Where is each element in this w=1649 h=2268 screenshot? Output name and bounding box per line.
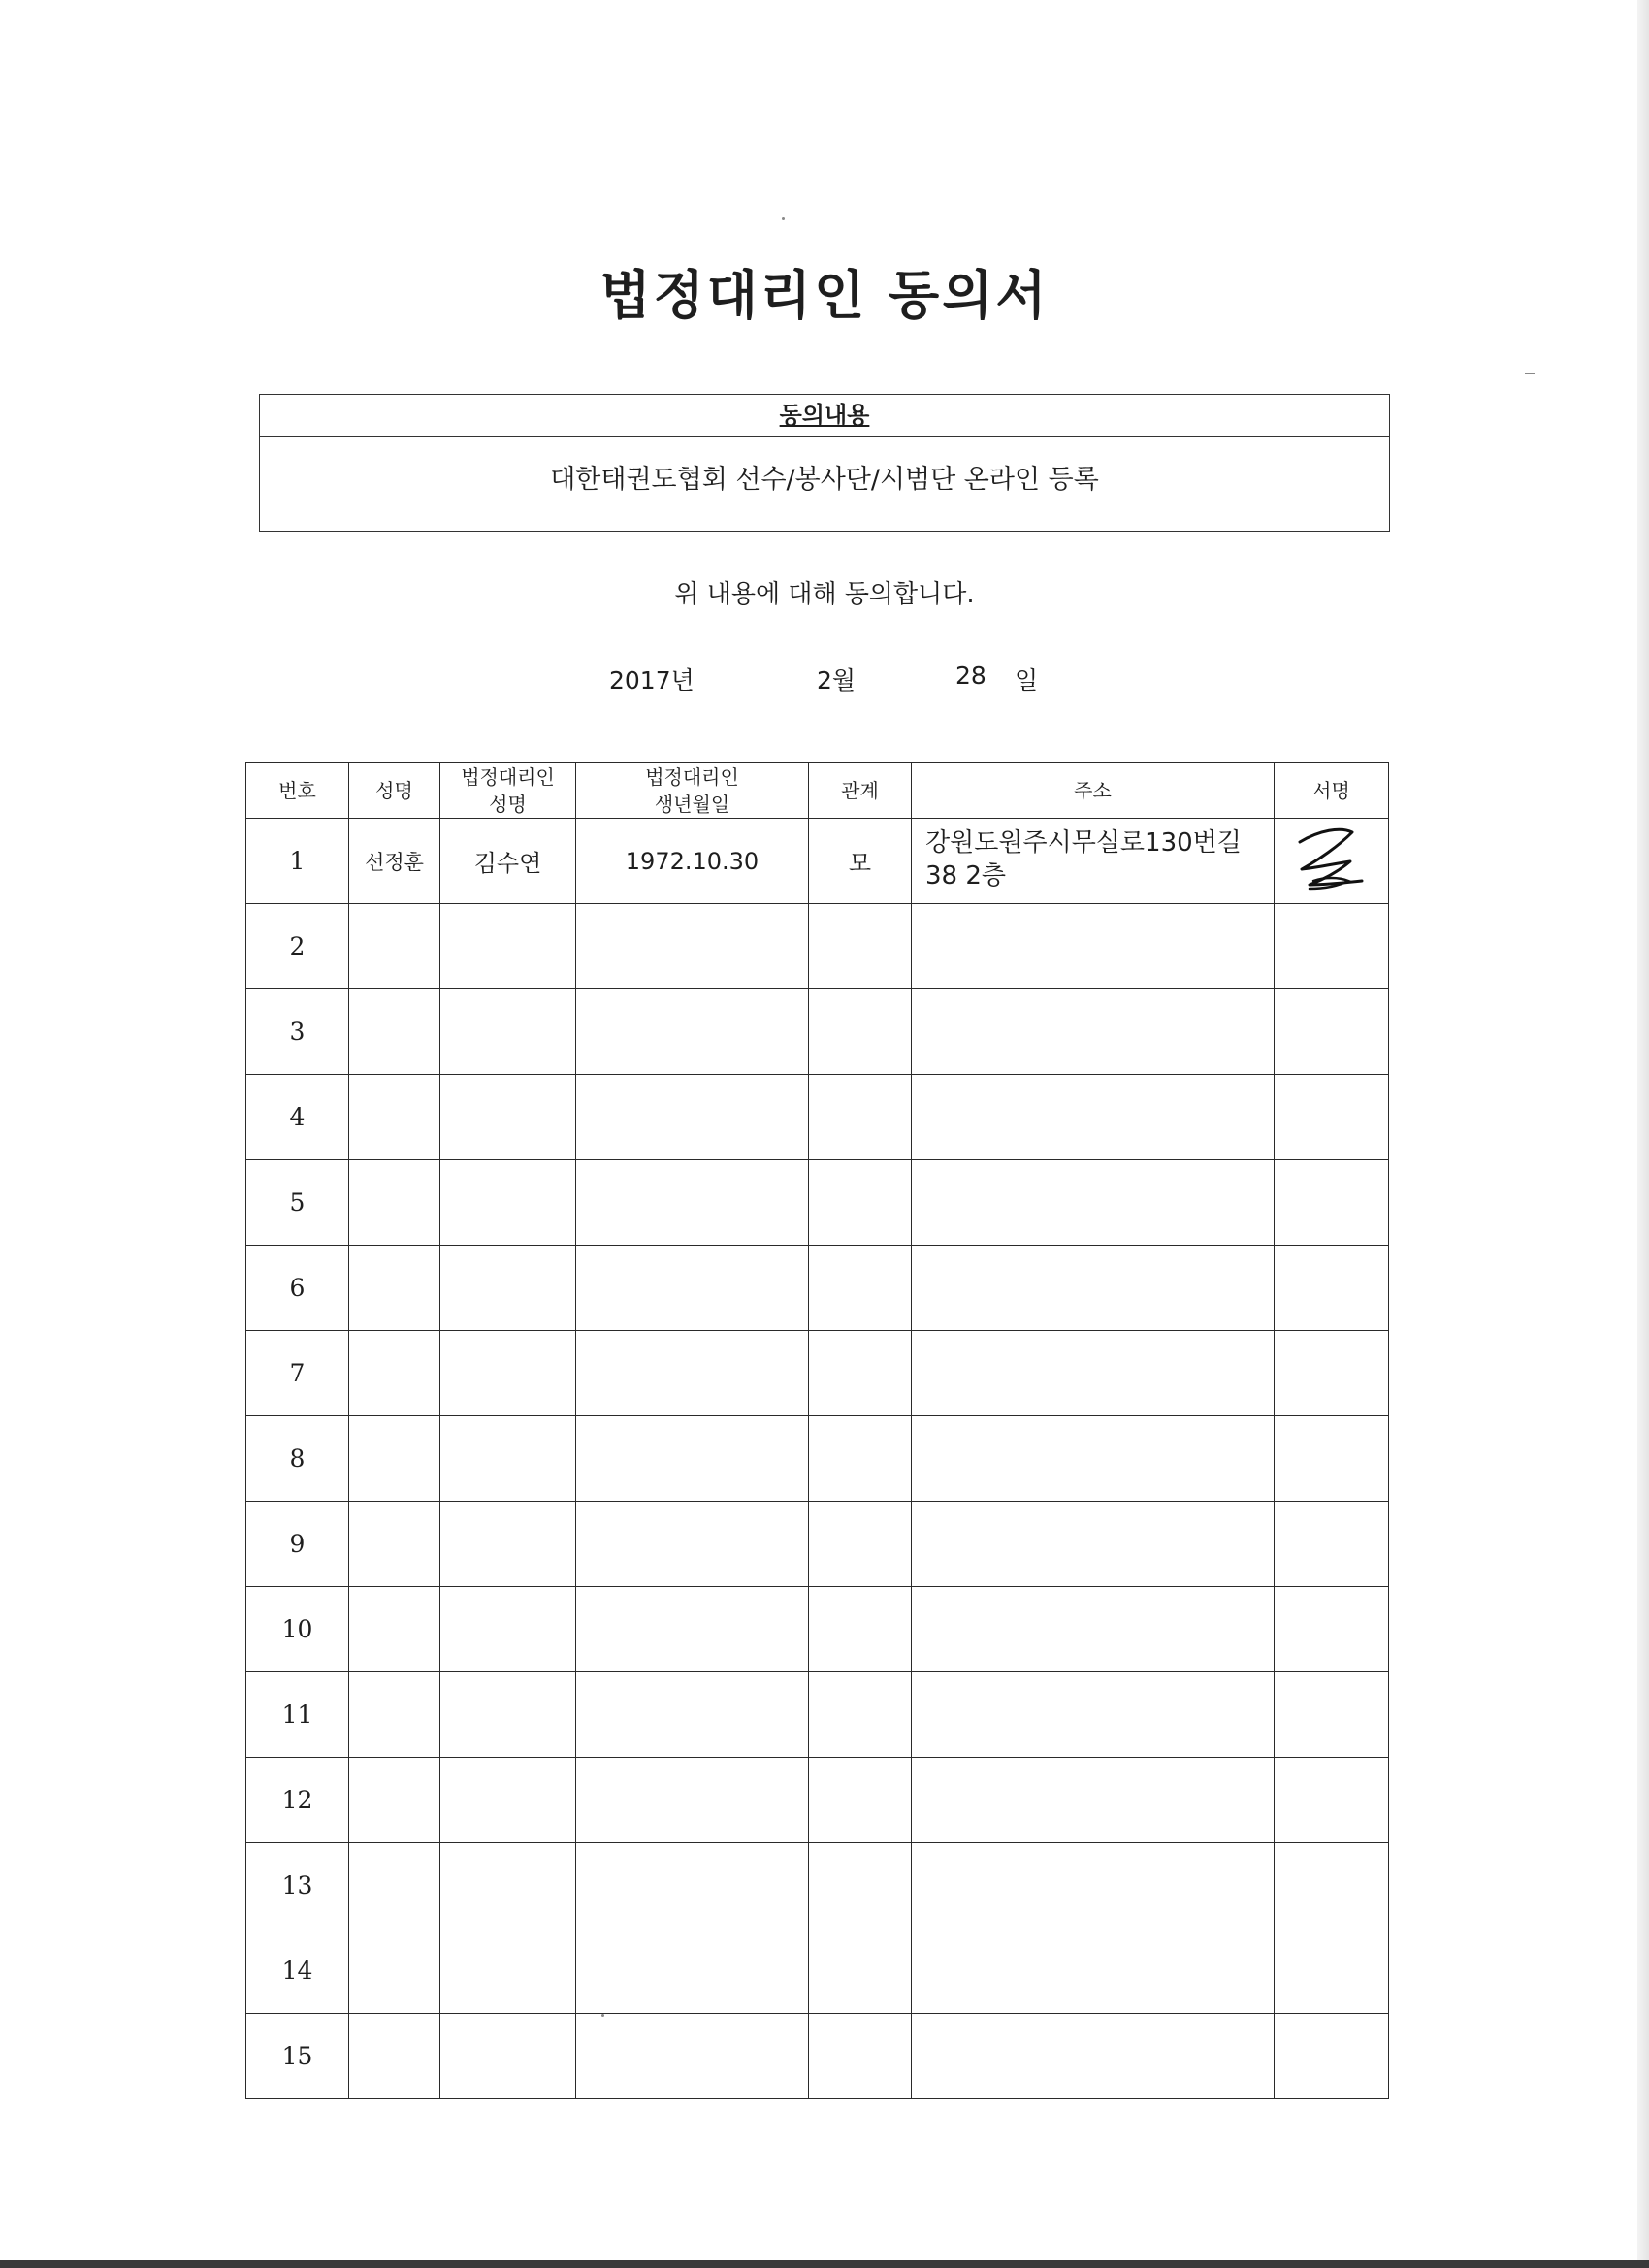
cell-address: [912, 1672, 1275, 1758]
cell-guardian-birth: [576, 1843, 809, 1928]
cell-address: [912, 1758, 1275, 1843]
agreement-text: 위 내용에 대해 동의합니다.: [674, 580, 975, 609]
cell-address: [912, 1502, 1275, 1587]
cell-address: [912, 1587, 1275, 1672]
cell-relation: [809, 1075, 912, 1160]
header-guardian-name: 법정대리인 성명: [440, 763, 576, 819]
cell-guardian-birth: [576, 989, 809, 1075]
cell-guardian-birth: [576, 1160, 809, 1246]
cell-guardian-name: [440, 1246, 576, 1331]
cell-guardian-birth: [576, 1502, 809, 1587]
cell-guardian-name: [440, 904, 576, 989]
cell-relation: [809, 1416, 912, 1502]
scan-edge-right: [1637, 0, 1649, 2268]
table-row: [246, 1758, 1389, 1843]
cell-relation: [809, 904, 912, 989]
cell-name: [349, 1502, 440, 1587]
cell-signature: [1275, 1758, 1389, 1843]
cell-name: [349, 989, 440, 1075]
cell-relation: 모: [809, 819, 912, 904]
table-row: [246, 1331, 1389, 1416]
table-row: [246, 819, 1389, 904]
cell-address: [912, 1246, 1275, 1331]
cell-number: 10: [246, 1587, 349, 1672]
cell-guardian-name: [440, 1843, 576, 1928]
cell-number: 9: [246, 1502, 349, 1587]
cell-relation: [809, 1502, 912, 1587]
cell-relation: [809, 1331, 912, 1416]
cell-number: 2: [246, 904, 349, 989]
cell-signature: [1275, 1502, 1389, 1587]
cell-guardian-name: [440, 1075, 576, 1160]
cell-number: 3: [246, 989, 349, 1075]
cell-number: 14: [246, 1928, 349, 2014]
cell-guardian-name: [440, 1416, 576, 1502]
cell-guardian-birth: [576, 1331, 809, 1416]
cell-number: 6: [246, 1246, 349, 1331]
date-day: 28: [955, 662, 986, 690]
cell-signature: [1275, 1843, 1389, 1928]
cell-guardian-name: [440, 1502, 576, 1587]
table-row: [246, 904, 1389, 989]
cell-address: [912, 1843, 1275, 1928]
scan-speck: [1525, 373, 1535, 374]
cell-signature: [1275, 819, 1389, 904]
cell-signature: [1275, 1672, 1389, 1758]
table-row: [246, 1672, 1389, 1758]
cell-number: 12: [246, 1758, 349, 1843]
cell-name: [349, 1246, 440, 1331]
header-signature: 서명: [1275, 763, 1389, 819]
cell-guardian-name: [440, 1331, 576, 1416]
cell-number: 7: [246, 1331, 349, 1416]
cell-guardian-birth: [576, 1928, 809, 2014]
table-row: [246, 1502, 1389, 1587]
cell-relation: [809, 1843, 912, 1928]
cell-name: [349, 1416, 440, 1502]
header-name: 성명: [349, 763, 440, 819]
cell-number: 13: [246, 1843, 349, 1928]
scan-speck: [782, 217, 785, 220]
cell-guardian-name: [440, 2014, 576, 2099]
header-guardian-birth: 법정대리인 생년월일: [576, 763, 809, 819]
cell-guardian-birth: [576, 1246, 809, 1331]
consent-content: 대한태권도협회 선수/봉사단/시범단 온라인 등록: [550, 465, 1099, 495]
handwritten-signature: [1280, 813, 1377, 900]
cell-number: 15: [246, 2014, 349, 2099]
cell-guardian-birth: [576, 1416, 809, 1502]
cell-number: 11: [246, 1672, 349, 1758]
cell-relation: [809, 1160, 912, 1246]
cell-name: [349, 1928, 440, 2014]
cell-relation: [809, 1587, 912, 1672]
cell-guardian-birth: 1972.10.30: [576, 819, 809, 904]
cell-address: [912, 1331, 1275, 1416]
consent-box: [259, 394, 1390, 532]
cell-guardian-name: [440, 989, 576, 1075]
cell-signature: [1275, 1331, 1389, 1416]
table-row: [246, 989, 1389, 1075]
cell-signature: [1275, 904, 1389, 989]
cell-signature: [1275, 1246, 1389, 1331]
cell-guardian-birth: [576, 1758, 809, 1843]
cell-relation: [809, 1672, 912, 1758]
table-row: [246, 1843, 1389, 1928]
cell-guardian-name: 김수연: [440, 819, 576, 904]
cell-relation: [809, 1928, 912, 2014]
cell-guardian-name: [440, 1587, 576, 1672]
cell-address: [912, 1075, 1275, 1160]
scan-edge-bottom: [0, 2260, 1649, 2268]
cell-name: [349, 904, 440, 989]
header-address: 주소: [912, 763, 1275, 819]
table-row: [246, 1075, 1389, 1160]
cell-address: [912, 2014, 1275, 2099]
cell-name: [349, 1672, 440, 1758]
page-title: 법정대리인 동의서: [599, 265, 1050, 326]
cell-signature: [1275, 1416, 1389, 1502]
consent-heading: 동의내용: [260, 395, 1389, 437]
cell-number: 8: [246, 1416, 349, 1502]
cell-guardian-name: [440, 1928, 576, 2014]
cell-signature: [1275, 1075, 1389, 1160]
cell-address: [912, 904, 1275, 989]
cell-signature: [1275, 1928, 1389, 2014]
cell-name: [349, 1843, 440, 1928]
header-relation: 관계: [809, 763, 912, 819]
cell-relation: [809, 1758, 912, 1843]
cell-number: 1: [246, 819, 349, 904]
cell-name: 선정훈: [349, 819, 440, 904]
cell-guardian-birth: [576, 1672, 809, 1758]
cell-signature: [1275, 989, 1389, 1075]
cell-number: 5: [246, 1160, 349, 1246]
cell-relation: [809, 2014, 912, 2099]
cell-signature: [1275, 1160, 1389, 1246]
cell-address: [912, 1928, 1275, 2014]
cell-guardian-name: [440, 1672, 576, 1758]
table-row: [246, 1160, 1389, 1246]
cell-name: [349, 2014, 440, 2099]
cell-name: [349, 1160, 440, 1246]
table-row: [246, 1928, 1389, 2014]
table-row: [246, 1246, 1389, 1331]
cell-signature: [1275, 1587, 1389, 1672]
table-row: [246, 2014, 1389, 2099]
cell-number: 4: [246, 1075, 349, 1160]
cell-signature: [1275, 2014, 1389, 2099]
cell-guardian-birth: [576, 1075, 809, 1160]
table-header-row: [246, 763, 1389, 819]
cell-name: [349, 1075, 440, 1160]
date-month: 2월: [817, 666, 857, 695]
cell-name: [349, 1331, 440, 1416]
cell-relation: [809, 1246, 912, 1331]
cell-name: [349, 1587, 440, 1672]
cell-address: [912, 989, 1275, 1075]
table-row: [246, 1416, 1389, 1502]
header-number: 번호: [246, 763, 349, 819]
cell-guardian-birth: [576, 904, 809, 989]
cell-guardian-birth: [576, 1587, 809, 1672]
cell-guardian-name: [440, 1160, 576, 1246]
cell-relation: [809, 989, 912, 1075]
cell-name: [349, 1758, 440, 1843]
table-row: [246, 1587, 1389, 1672]
cell-address: [912, 1160, 1275, 1246]
guardian-table: [245, 762, 1389, 2099]
date-year: 2017년: [609, 666, 695, 695]
cell-address: [912, 1416, 1275, 1502]
date-day-unit: 일: [1015, 666, 1039, 695]
cell-guardian-name: [440, 1758, 576, 1843]
cell-guardian-birth: [576, 2014, 809, 2099]
cell-address: 강원도원주시무실로130번길 38 2층: [912, 819, 1275, 904]
